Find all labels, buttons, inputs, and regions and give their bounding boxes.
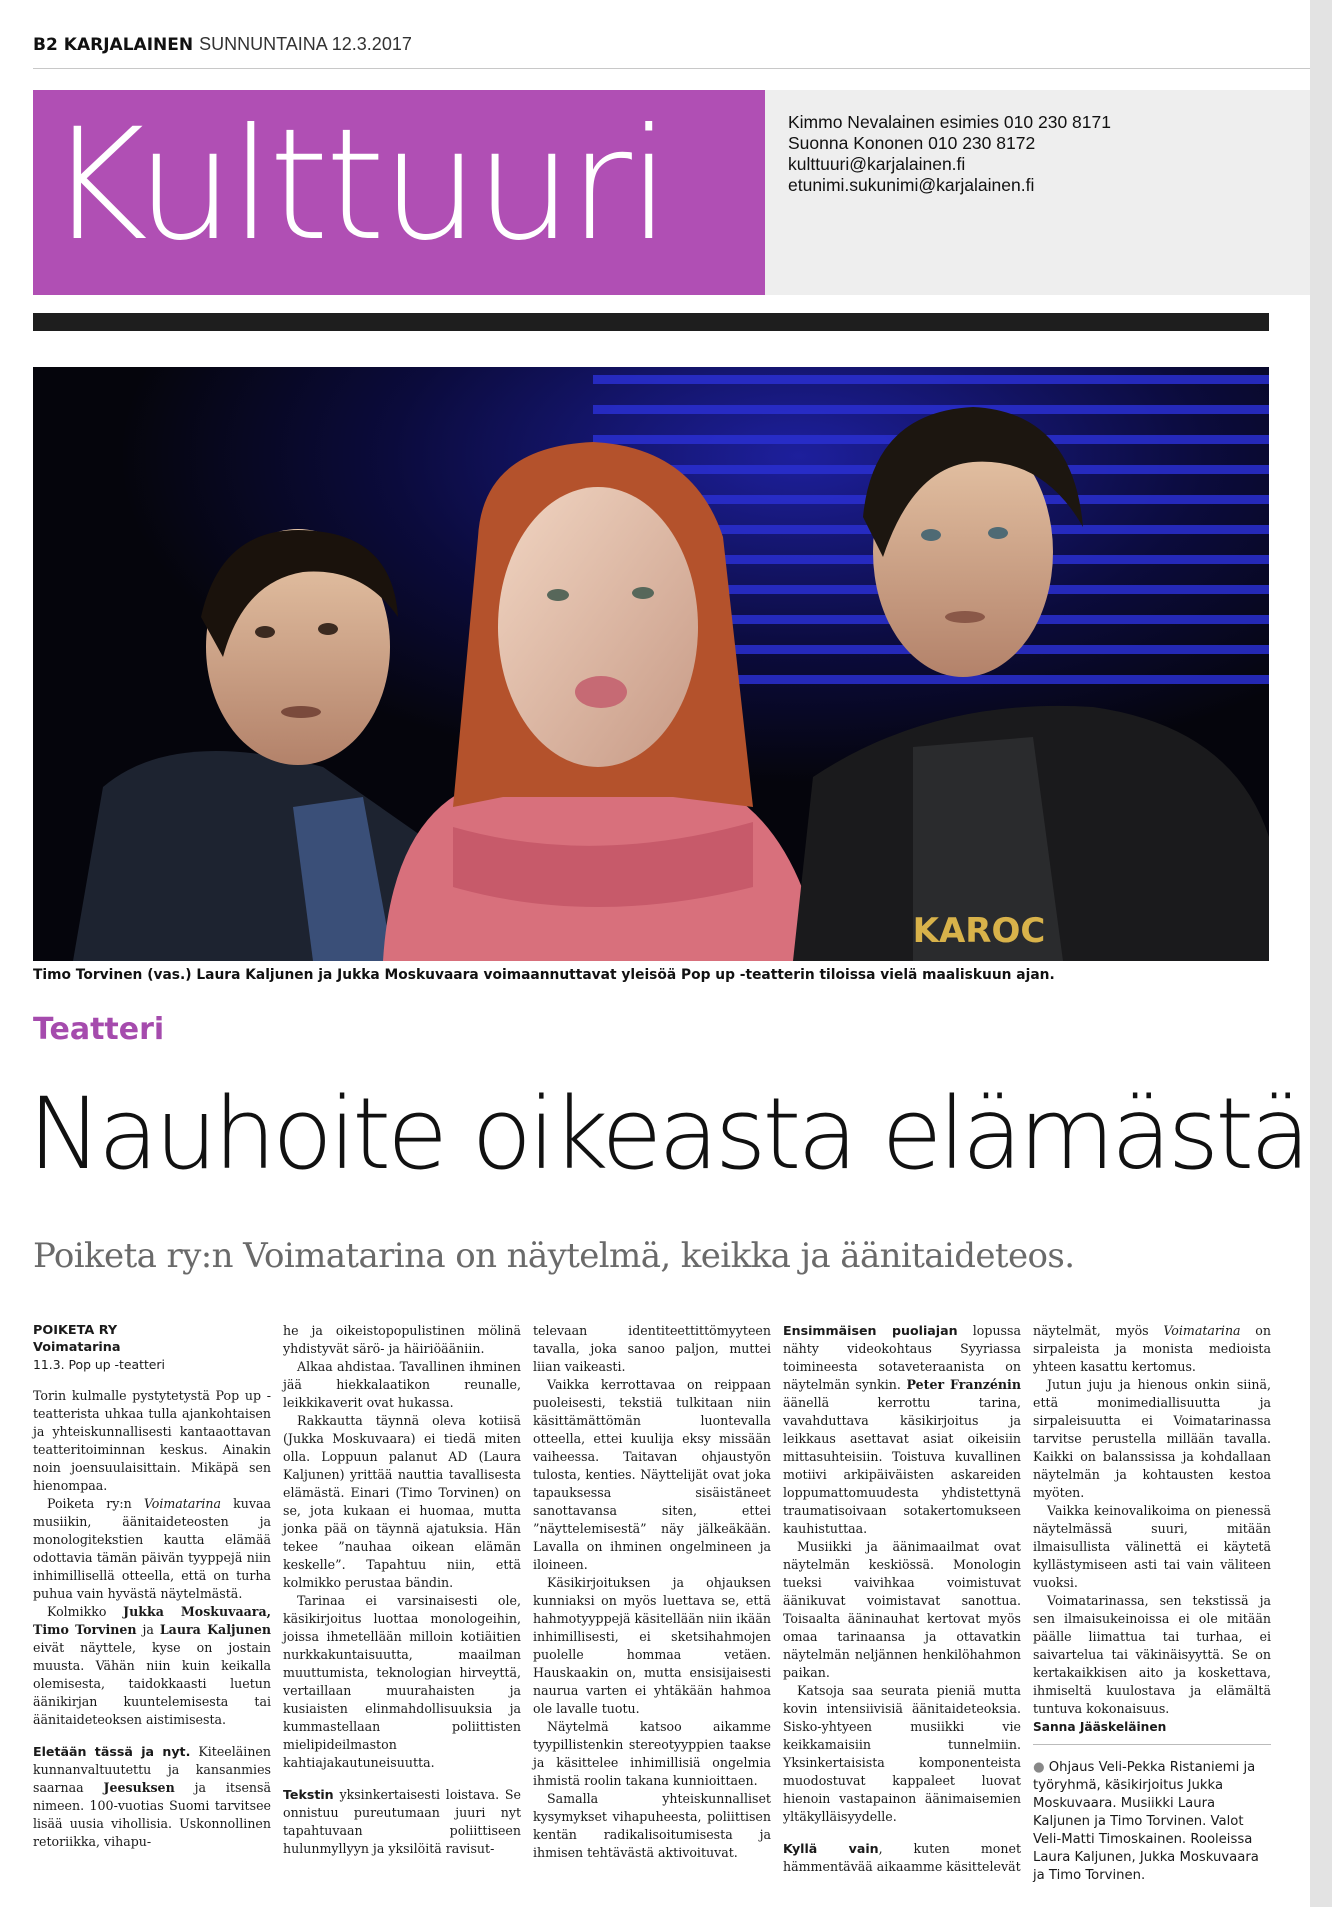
paragraph: Voimatarinassa, sen tekstissä ja sen ilmaisukeinoissa ei ole mitään päälle liimattua tai turhaa, ei saivartelua tai väkinäisyyttä. Se on kertakaikkisen aito ja koskettava, ihmiseltä kuulostava ja elämältä tuntuva kokonaisuus. [1033,1593,1271,1716]
column-4 [783,1322,1021,1876]
paragraph: Rakkautta täynnä oleva kotiisä (Jukka Moskuvaara) ei tiedä miten olla. Loppuun palanut AD (Laura Kaljunen) yrittää nauttia tavallisesta elämästä. Einari (Timo Torvinen) on se, jota kukaan ei huomaa, mutta jonka pää on täynnä ajatuksia. Hän tekee ”nauhaa oikean elämän keskelle”. Tapahtuu niin, että kolmikko perustaa bändin. [283,1413,521,1590]
article-deck: Poiketa ry:n Voimatarina on näytelmä, keikka ja äänitaideteos. [33,1236,1075,1276]
shirt-print: KAROC [912,911,1046,951]
paragraph: Kyllä vain, kuten monet hämmentävää aikaamme käsittelevät [783,1841,1021,1874]
paragraph: Näytelmä katsoo aikamme tyypillistenkin stereotyyppien taakse ja käsittelee inhimillisiä ongelmia ihmistä roolin takana kunnioittaen. [533,1719,771,1788]
contact-email: etunimi.sukunimi@karjalainen.fi [788,175,1035,195]
page-edge-strip [1310,0,1332,1907]
paragraph: Samalla yhteiskunnalliset kysymykset vihapuheesta, poliittisen kentän radikalisoitumisesta ja ihmisen tehtävästä aktivoituvat. [533,1791,771,1860]
info-venue: 11.3. Pop up -teatteri [33,1357,165,1372]
column-5 [1033,1322,1271,1885]
paragraph: Musiikki ja äänimaailmat ovat näytelmän keskiössä. Monologin tueksi vaivihkaa voimistuvat äänikuvat voimistavat sanottua. Toisaalta ääninauhat kertovat myös omaa tarinaansa ja ottavatkin näytelmän neljännen henkilöhahmon paikan. [783,1539,1021,1680]
page-header [33,34,1310,70]
section-masthead [33,90,765,295]
paragraph: he ja oikeistopopulistinen mölinä yhdistyvät särö- ja häiriöääniin. [283,1323,521,1356]
newspaper-name: KARJALAINEN [63,35,194,55]
article-headline: Nauhoite oikeasta elämästä [28,1077,1307,1192]
section-divider-bar [33,313,1269,331]
photo-caption: Timo Torvinen (vas.) Laura Kaljunen ja Jukka Moskuvaara voimaannuttavat yleisöä Pop up -teatterin tiloissa vielä maaliskuun ajan. [33,967,1055,983]
article-author: Sanna Jääskeläinen [1033,1720,1167,1734]
paragraph: näytelmät, myös Voimatarina on sirpaleista ja monista medioista yhteen kasattu kertomus. [1033,1323,1271,1374]
column-3 [533,1322,771,1862]
paragraph: Jutun juju ja hienous onkin siinä, että monimediallisuutta ja sirpaleisuutta ei Voimatarinassa tarvitse perustella millään tavalla. Kaikki on balanssissa ja kohdallaan näytelmän ja kohtausten kestoa myöten. [1033,1377,1271,1500]
article-body [33,1322,1273,1902]
header-rule [33,68,1310,69]
contact-line: Kimmo Nevalainen esimies 010 230 8171 [788,112,1111,132]
paragraph: Torin kulmalle pystytetystä Pop up -teatterista uhkaa tulla ajankohtaisen ja yhteiskunnallisesti kantaaottavan teatteritoiminnan keskus. Ainakin noin joensuulaisittain. Mikäpä sen hienompaa. [33,1388,271,1493]
paragraph: Alkaa ahdistaa. Tavallinen ihminen jää hiekkalaatikon reunalle, leikkikaverit ovat hukassa. [283,1359,521,1410]
paragraph: Tekstin yksinkertaisesti loistava. Se onnistuu pureutumaan juuri nyt tapahtuvaan poliittiseen hulunmyllyyn ja yksilöitä ravisut- [283,1787,521,1856]
paragraph: televaan identiteettittömyyteen tavalla, joka sanoo paljon, muttei liian vaikeasti. [533,1323,771,1374]
credits-rule [1033,1744,1271,1745]
production-credits: ● Ohjaus Veli-Pekka Ristaniemi ja työryhmä, käsikirjoitus Jukka Moskuvaara. Musiikki Laura Kaljunen ja Timo Torvinen. Valot Veli-Matti Timoskainen. Rooleissa Laura Kaljunen, Jukka Moskuvaara ja Timo Torvinen. [1033,1760,1259,1883]
paragraph: Katsoja saa seurata pieniä mutta kovin intensiivisiä äänitaideteoksia. Sisko-yhtyeen musiikki vie keikkamaisiin tunnelmiin. Yksinkertaisista komponenteista muodostuvat kappaleet luovat hienoin vastapainon äänimaisemien yltäkylläisyydelle. [783,1683,1021,1824]
article-kicker: Teatteri [33,1012,165,1047]
paragraph: Ensimmäisen puoliajan lopussa nähty videokohtaus Syyriassa toimineesta sotaveteraanista on näytelmän synkin. Peter Franzénin äänellä kerrottu tarina, vavahduttava käsikirjoitus ja leikkaus asettavat asiat oikeisiin mittasuhteisiin. Toistuva kuvallinen motiivi arkipäiväisten askareiden loppumattomuudesta yhdistettynä traumatisoivaan sotakertomukseen kauhistuttaa. [783,1323,1021,1536]
paragraph: Vaikka keinovalikoima on pienessä näytelmässä suuri, mitään ilmaisullista välinettä ei käytetä kyllästymiseen asti tai vain väliteen vuoksi. [1033,1503,1271,1590]
section-contacts [765,90,1310,295]
bullet-icon: ● [1033,1760,1049,1775]
theatre-photo-illustration [33,367,1269,961]
info-group: POIKETA RY [33,1323,118,1338]
info-work: Voimatarina [33,1340,121,1355]
column-2 [283,1322,521,1858]
paragraph: Kolmikko Jukka Moskuvaara, Timo Torvinen ja Laura Kaljunen eivät näyttele, kyse on jostain muusta. Vähän niin kuin keikalla olemisesta, taidokkaasti luetun äänikirjan kuuntelemisesta tai äänitaideteoksen aistimisesta. [33,1604,272,1727]
article-photo [33,367,1269,961]
contact-line: Suonna Kononen 010 230 8172 [788,133,1036,153]
column-1 [33,1322,271,1851]
paragraph: Tarinaa ei varsinaisesti ole, käsikirjoitus luottaa monologeihin, joissa ihmetellään milloin kotiäitien nurkkakuntaisuutta, maailman muuttumista, teknologian hirveyttä, vertaillaan muurahaisten ja kusiaisten elinmahdollisuuksia ja kummastellaan poliittisten mielipideilmaston kahtiajakautuneisuutta. [283,1593,521,1770]
contact-email: kulttuuri@karjalainen.fi [788,154,966,174]
section-title: Kulttuuri [47,96,667,275]
paragraph: Vaikka kerrottavaa on reippaan puoleisesti, tekstiä tulkitaan niin käsittämättömän luontevalla otteella, ettei kuulija eksy missään vaiheessa. Taitavan ohjaustyön tulosta, kenties. Näyttelijät ovat joka tapauksessa sisäistäneet sanottavansa siten, ettei ”näyttelemisestä” näy jälkeäkään. Lavalla on ihminen ongelmineen ja iloineen. [533,1377,771,1572]
paragraph: Eletään tässä ja nyt. Kiteeläinen kunnanvaltuutettu ja kansanmies saarnaa Jeesuksen ja itsensä nimeen. 100-vuotias Suomi tarvitsee lisää uusia vihollisia. Uskonnollinen retoriikka, vihapu- [33,1744,271,1849]
issue-date: SUNNUNTAINA 12.3.2017 [199,34,412,54]
page-number: B2 [33,35,58,55]
paragraph: Poiketa ry:n Voimatarina kuvaa musiikin, äänitaideteosten ja monologitekstien kautta elämää odottavia tämän päivän tyyppejä niin inhimillisellä otteella, että on turha puhua vain hyvästä näytelmästä. [33,1496,271,1601]
paragraph: Käsikirjoituksen ja ohjauksen kunniaksi on myös luettava se, että hahmotyyppejä käsitellään niin ikään inhimillisesti, ei sketsihahmojen puolelle hommaa vetäen. Hauskaakin on, mutta ensisijaisesti naurua varten ei yhtäkään hahmoa ole lavalle tuotu. [533,1575,771,1716]
